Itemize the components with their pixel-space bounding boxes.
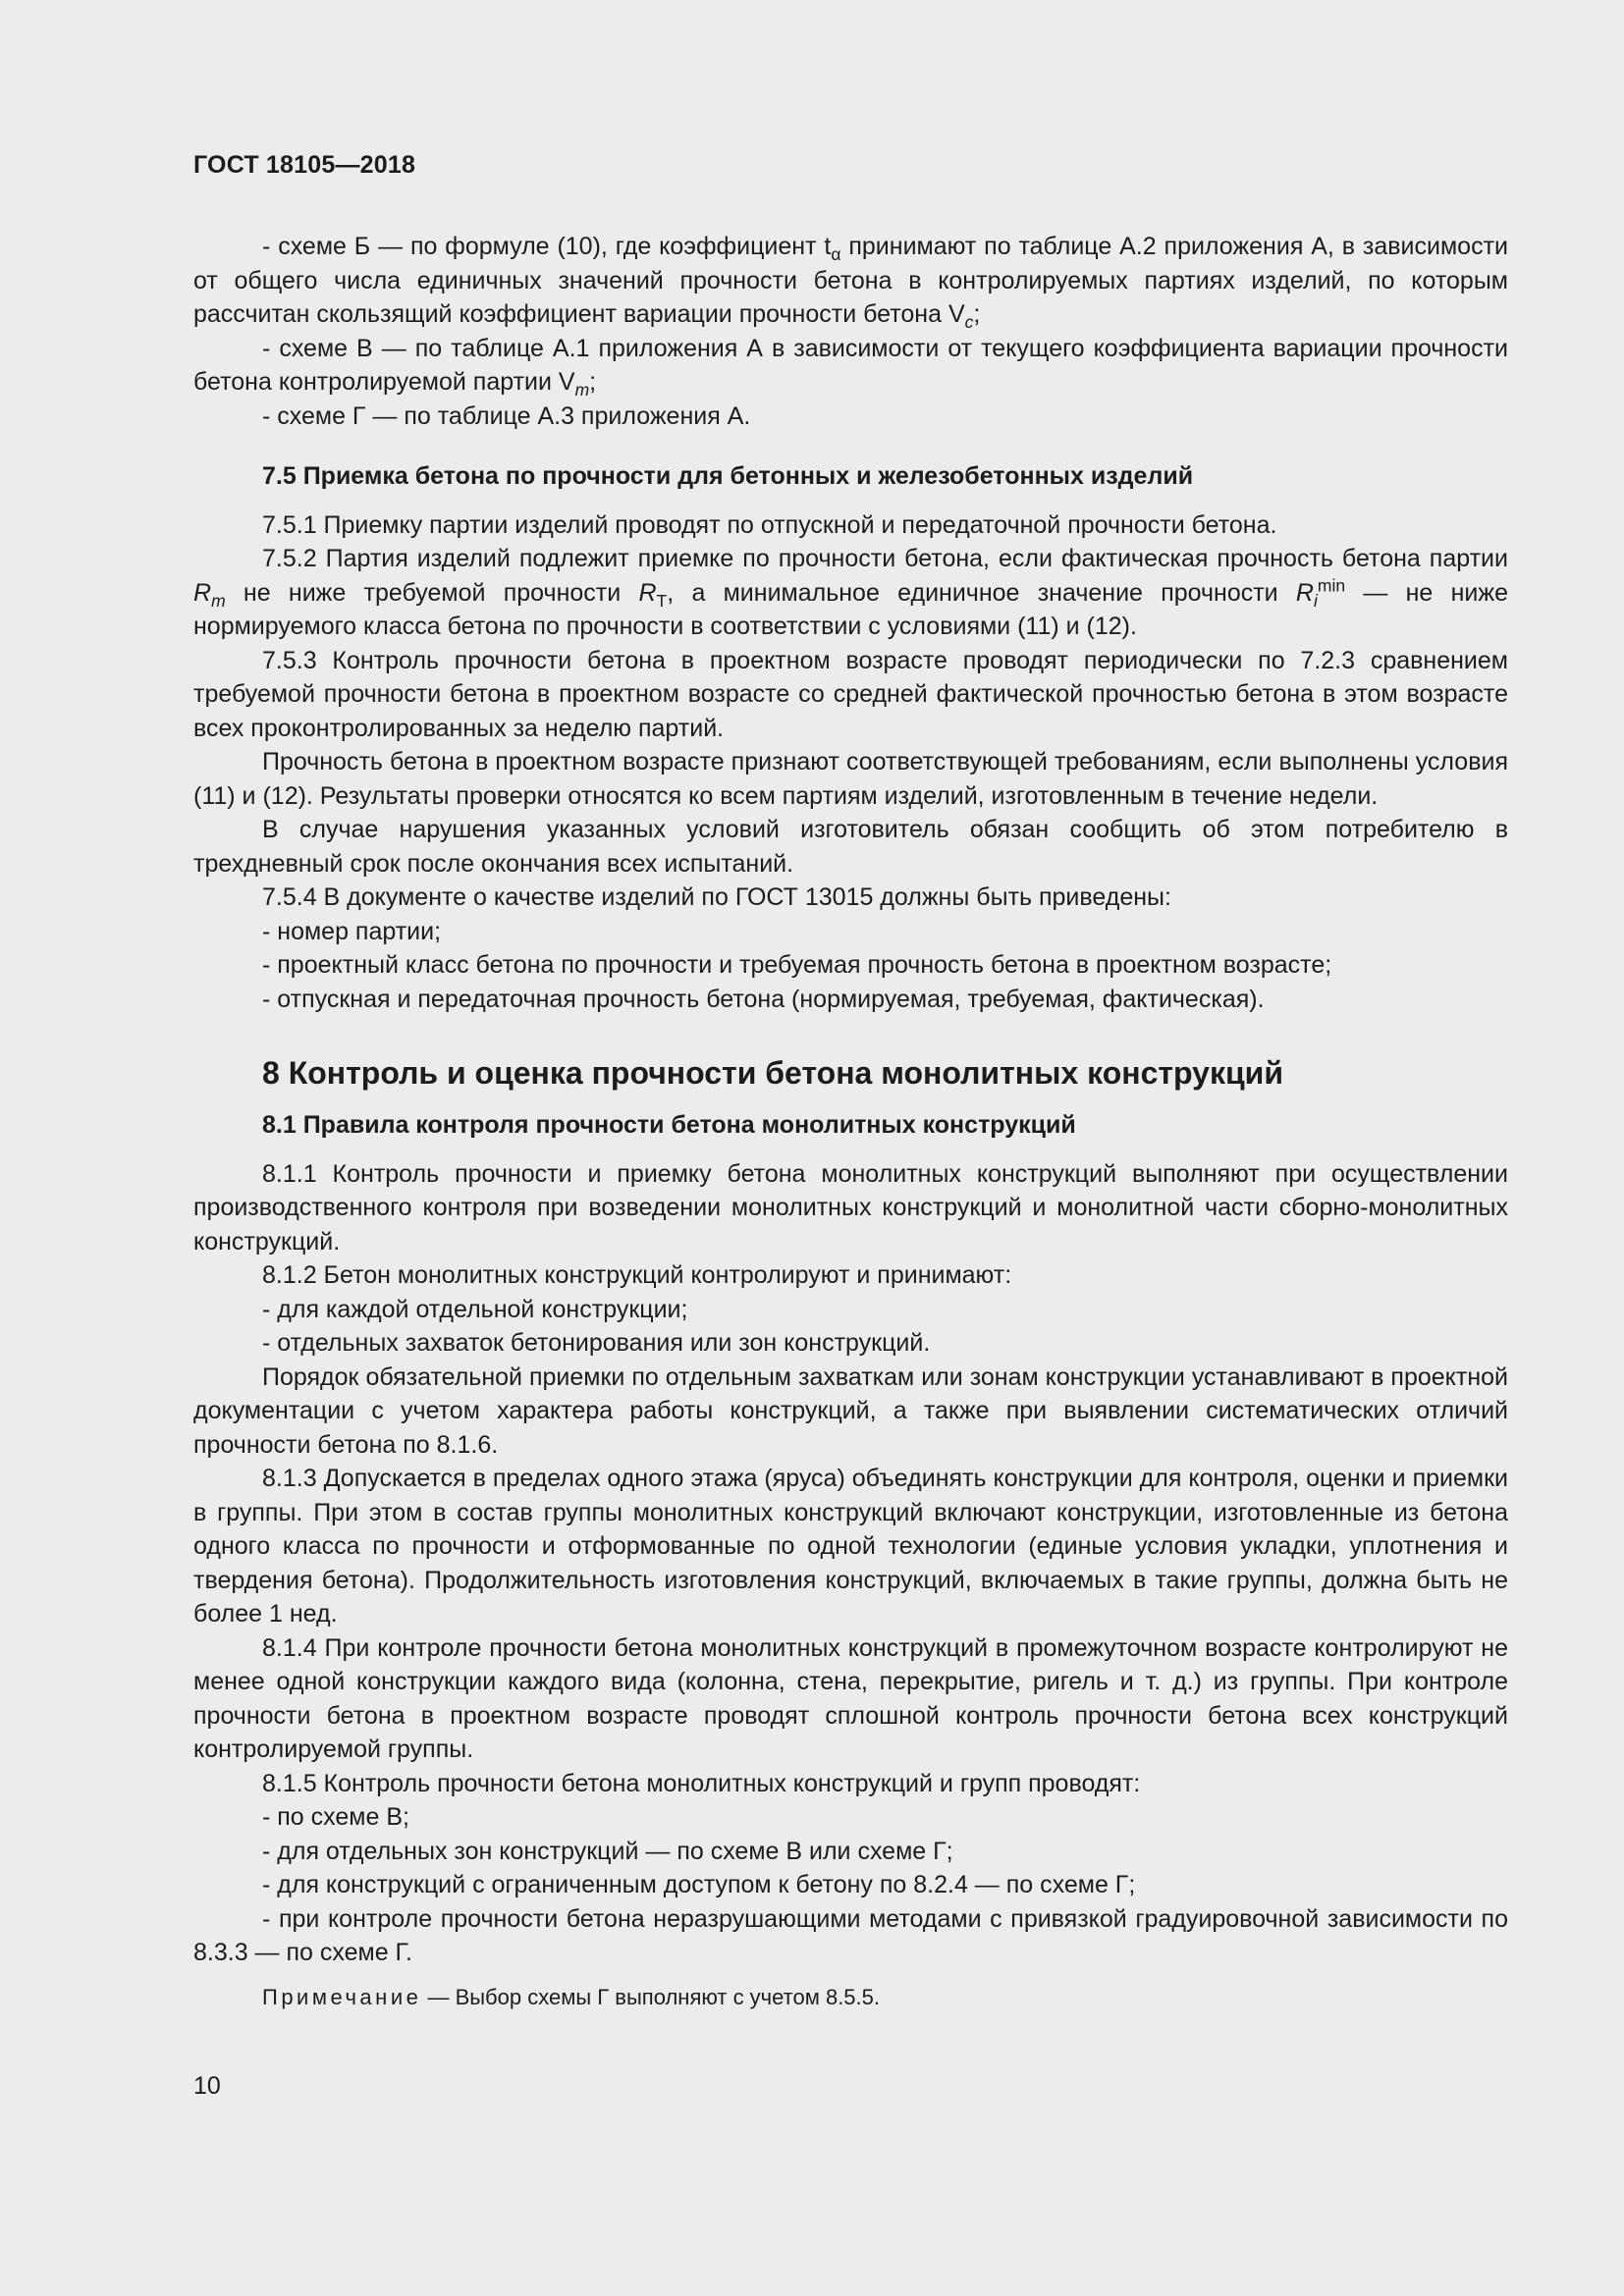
paragraph-7-5-2 bbox=[193, 542, 1508, 644]
list-item: - номер партии; bbox=[262, 917, 442, 945]
text-run: не ниже требуемой прочности bbox=[225, 578, 639, 607]
subscript: i bbox=[1313, 590, 1318, 611]
paragraph-scheme-g: - схеме Г — по таблице А.3 приложения А. bbox=[262, 401, 751, 430]
paragraph-8-1-2b: Порядок обязательной приемки по отдельным захваткам или зонам конструкции устанавливают в проектной документации с учетом характера работы конструкций, а также при выявлении систематических отличий прочности бетона по 8.1.6. bbox=[193, 1362, 1508, 1459]
note-label: Примечание bbox=[262, 1984, 422, 2009]
paragraph-7-5-1: 7.5.1 Приемку партии изделий проводят по отпускной и передаточной прочности бетона. bbox=[262, 510, 1277, 539]
paragraph-7-5-4: 7.5.4 В документе о качестве изделий по ГОСТ 13015 должны быть приведены: bbox=[262, 883, 1171, 911]
text-run: ; bbox=[973, 300, 981, 328]
heading-8-1: 8.1 Правила контроля прочности бетона монолитных конструкций bbox=[262, 1111, 1076, 1139]
text-run: 7.5.2 Партия изделий подлежит приемке по прочности бетона, если фактическая прочность бетона партии bbox=[262, 545, 1508, 572]
paragraph-7-5-3b: Прочность бетона в проектном возрасте признают соответствующей требованиям, если выполнены условия (11) и (12). Результаты проверки относятся ко всем партиям изделий, изготовленным в течение недели. bbox=[193, 748, 1508, 810]
list-item: - по схеме В; bbox=[262, 1803, 409, 1831]
superscript: min bbox=[1317, 575, 1346, 596]
symbol-r: R bbox=[1295, 578, 1314, 607]
paragraph-8-1-1: 8.1.1 Контроль прочности и приемку бетона монолитных конструкций выполняют при осуществлении производственного контроля при возведении монолитных конструкций и монолитной части сборно-монолитных конструкций. bbox=[193, 1159, 1508, 1255]
text-run: , а минимальное единичное значение прочности bbox=[667, 578, 1296, 607]
paragraph-7-5-3: 7.5.3 Контроль прочности бетона в проектном возрасте проводят периодически по 7.2.3 сравнением требуемой прочности бетона в проектном возрасте со средней фактической прочностью бетона в этом возрасте всех проконтролированных за неделю партий. bbox=[193, 646, 1508, 742]
document-header: ГОСТ 18105—2018 bbox=[193, 151, 416, 179]
list-item: - отдельных захваток бетонирования или зон конструкций. bbox=[262, 1329, 931, 1357]
note-text: — Выбор схемы Г выполняют с учетом 8.5.5. bbox=[421, 1984, 880, 2009]
text-run: принимают по таблице А.2 приложения А, в зависимости от общего числа единичных значений прочности бетона в контролируемых партиях изделий, по которым рассчитан скользящий коэффициент вариации прочности бетона V bbox=[193, 233, 1508, 328]
paragraph-8-1-2: 8.1.2 Бетон монолитных конструкций контролируют и принимают: bbox=[262, 1261, 1012, 1289]
subscript: T bbox=[656, 590, 668, 611]
subscript: m bbox=[574, 380, 590, 400]
heading-7-5: 7.5 Приемка бетона по прочности для бетонных и железобетонных изделий bbox=[262, 462, 1194, 490]
list-item: - при контроле прочности бетона неразрушающими методами с привязкой градуировочной зависимости по 8.3.3 — по схеме Г. bbox=[193, 1904, 1508, 1966]
list-item: - проектный класс бетона по прочности и требуемая прочность бетона в проектном возрасте; bbox=[262, 951, 1332, 979]
symbol-r: R bbox=[193, 578, 212, 607]
subscript: α bbox=[831, 244, 841, 264]
text-run: - схеме Б — по формуле (10), где коэффициент t bbox=[262, 233, 832, 260]
symbol-r: R bbox=[638, 578, 657, 607]
heading-8: 8 Контроль и оценка прочности бетона монолитных конструкций bbox=[262, 1055, 1283, 1091]
list-item: - отпускная и передаточная прочность бетона (нормируемая, требуемая, фактическая). bbox=[262, 985, 1265, 1013]
paragraph-8-1-3: 8.1.3 Допускается в пределах одного этажа (яруса) объединять конструкции для контроля, оценки и приемки в группы. При этом в состав группы монолитных конструкций включают конструкции, изготовленные из бетона одного класса по прочности и отформованные по одной технологии (единые условия укладки, уплотнения и твердения бетона). Продолжительность изготовления конструкций, включаемых в такие группы, должна быть не более 1 нед. bbox=[193, 1465, 1508, 1628]
document-page bbox=[193, 147, 1508, 2013]
note bbox=[193, 1982, 1508, 2013]
list-item: - для конструкций с ограниченным доступом к бетону по 8.2.4 — по схеме Г; bbox=[262, 1871, 1136, 1898]
list-item: - для отдельных зон конструкций — по схеме В или схеме Г; bbox=[262, 1837, 953, 1865]
text-run: — не ниже нормируемого класса бетона по прочности в соответствии с условиями (11) и (12). bbox=[193, 578, 1508, 640]
text-run: ; bbox=[589, 368, 597, 396]
paragraph-8-1-5: 8.1.5 Контроль прочности бетона монолитных конструкций и групп проводят: bbox=[262, 1769, 1141, 1797]
subscript: c bbox=[964, 312, 974, 332]
paragraph-8-1-4: 8.1.4 При контроле прочности бетона монолитных конструкций в промежуточном возрасте контролируют не менее одной конструкции каждого вида (колонна, стена, перекрытие, ригель и т. д.) из группы. При контроле прочности бетона в проектном возрасте проводят сплошной контроль прочности бетона всех конструкций контролируемой группы. bbox=[193, 1633, 1508, 1763]
page-number: 10 bbox=[193, 2072, 221, 2100]
paragraph-scheme-b bbox=[193, 230, 1508, 332]
subscript: m bbox=[211, 590, 226, 611]
paragraph-7-5-3c: В случае нарушения указанных условий изготовитель обязан сообщить об этом потребителю в трехдневный срок после окончания всех испытаний. bbox=[193, 816, 1508, 878]
text-run: - схеме В — по таблице А.1 приложения А в зависимости от текущего коэффициента вариации прочности бетона контролируемой партии V bbox=[193, 334, 1508, 396]
list-item: - для каждой отдельной конструкции; bbox=[262, 1295, 688, 1323]
paragraph-scheme-v bbox=[193, 332, 1508, 400]
